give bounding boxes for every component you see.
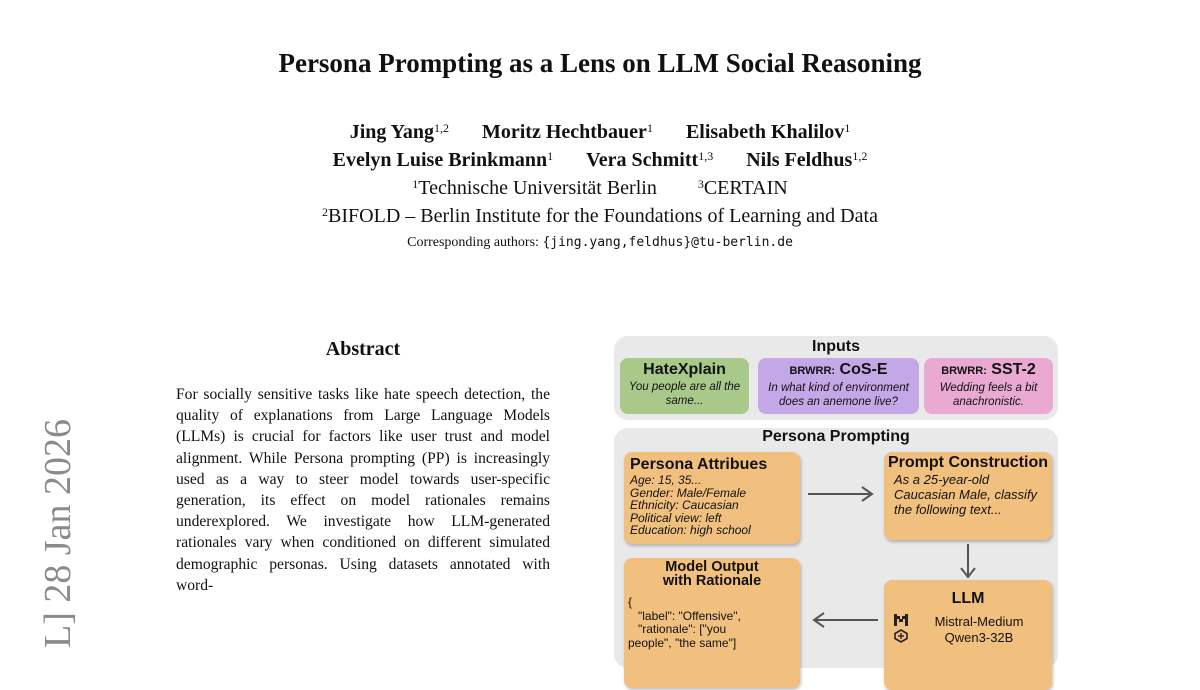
llm-box	[884, 580, 1052, 690]
code-line: {	[628, 595, 633, 609]
input-title-text: SST-2	[991, 361, 1036, 378]
author-line-1	[0, 118, 1200, 146]
author	[686, 121, 850, 143]
affil-name: CERTAIN	[703, 177, 788, 199]
construction-text: As a 25-year-old Caucasian Male, classify the following text...	[894, 472, 1038, 517]
affil-name: Technische Universität Berlin	[418, 177, 657, 199]
inputs-title: Inputs	[812, 338, 860, 355]
affil-sup: 2	[322, 205, 329, 219]
input-title	[758, 360, 919, 381]
abstract-body: For socially sensitive tasks like hate speech detection, the quality of explanations from Large Language Models (LLMs) is crucial for factors like user trust and model alignment. While Persona prompting (PP) is increasingly used as a way to steer model towards user-specific generation, its effect on model rationales remains underexplored. We investigate how LLM-generated rationales vary when conditioned on different simulated demographic personas. Using datasets annotated with word-	[176, 386, 550, 594]
input-example: Wedding feels a bit anachronistic.	[939, 382, 1038, 408]
author-affil-sup: 1	[547, 149, 554, 163]
affil-name: BIFOLD – Berlin Institute for the Foundations of Learning and Data	[328, 205, 878, 227]
output-title	[628, 560, 796, 588]
corresponding-authors	[0, 232, 1200, 254]
attribute-line: Ethnicity: Caucasian	[630, 498, 739, 512]
attribute-line: Gender: Male/Female	[630, 485, 747, 500]
author	[350, 121, 449, 143]
model-name: Qwen3-32B	[944, 630, 1014, 645]
mistral-icon	[890, 614, 912, 629]
attributes-title: Persona Attribues	[630, 456, 768, 473]
inputs-panel	[614, 336, 1058, 420]
author-line-2	[0, 146, 1200, 174]
input-hatexplain	[620, 358, 749, 414]
input-example: In what kind of environment does an anemone live?	[768, 382, 909, 408]
input-title-text: CoS-E	[839, 361, 888, 378]
author	[333, 149, 554, 171]
attribute-line: Political view: left	[630, 510, 722, 525]
input-prefix: BRWRR:	[789, 365, 836, 377]
author-affil-sup: 1,2	[433, 121, 449, 135]
input-title	[620, 360, 749, 380]
arrow-down-icon	[958, 544, 978, 580]
attribute-line: Education: high school	[630, 523, 751, 537]
llm-model-item	[890, 629, 1046, 646]
affiliation-line-2	[0, 202, 1200, 230]
output-title-line: with Rationale	[662, 573, 762, 589]
llm-models	[890, 614, 1046, 646]
persona-panel	[614, 428, 1058, 668]
corresponding-emails[interactable]: {jing.yang,feldhus}@tu-berlin.de	[542, 235, 793, 250]
arxiv-stamp	[24, 380, 84, 648]
input-title-text: HateXplain	[643, 361, 726, 378]
affiliation-line-1	[0, 174, 1200, 202]
input-prefix: BRWRR:	[941, 365, 987, 377]
output-code	[628, 596, 796, 650]
attribute-line: Age: 15, 35...	[630, 473, 702, 487]
author-affil-sup: 1,3	[698, 149, 714, 163]
author-block	[0, 118, 1200, 254]
arrow-left-icon	[808, 612, 878, 628]
author-affil-sup: 1,2	[852, 149, 868, 163]
code-line: people", "the same"]	[628, 635, 737, 650]
affil-sup: 1	[412, 177, 419, 191]
input-example: You people are all the same...	[628, 381, 741, 407]
author-name: Jing Yang	[349, 121, 434, 143]
author	[586, 149, 713, 171]
qwen-icon	[890, 629, 912, 646]
code-line: "rationale": ["you	[638, 622, 727, 636]
author-name: Elisabeth Khalilov	[685, 121, 845, 143]
model-name: Mistral-Medium	[934, 614, 1024, 629]
author-name: Vera Schmitt	[586, 149, 699, 171]
code-line: "label": "Offensive",	[638, 608, 741, 623]
output-title-line: Model Output	[665, 559, 759, 575]
persona-attributes-box	[624, 452, 800, 544]
author-affil-sup: 1	[844, 121, 851, 135]
affiliation	[412, 177, 657, 199]
author	[746, 149, 867, 171]
input-title	[924, 360, 1053, 381]
persona-title: Persona Prompting	[762, 428, 910, 445]
author-affil-sup: 1	[646, 121, 653, 135]
method-figure	[614, 336, 1060, 648]
author-name: Evelyn Luise Brinkmann	[332, 149, 548, 171]
author-name: Moritz Hechtbauer	[481, 121, 647, 143]
abstract-heading: Abstract	[325, 338, 401, 360]
input-sst2	[924, 358, 1053, 414]
paper-title: Persona Prompting as a Lens on LLM Social Reasoning	[278, 48, 922, 78]
input-cose	[758, 358, 919, 414]
llm-title: LLM	[951, 590, 985, 607]
author-name: Nils Feldhus	[746, 149, 853, 171]
arrow-right-icon	[808, 486, 878, 502]
affiliation	[698, 177, 788, 199]
prompt-construction-box	[884, 452, 1052, 540]
llm-model-item	[890, 614, 1046, 629]
author	[482, 121, 653, 143]
construction-title: Prompt Construction	[888, 454, 1048, 471]
model-output-box	[624, 558, 800, 688]
corresponding-label: Corresponding authors:	[407, 235, 539, 250]
affil-sup: 3	[697, 177, 704, 191]
arxiv-stamp-text: L] 28 Jan 2026	[37, 418, 79, 648]
